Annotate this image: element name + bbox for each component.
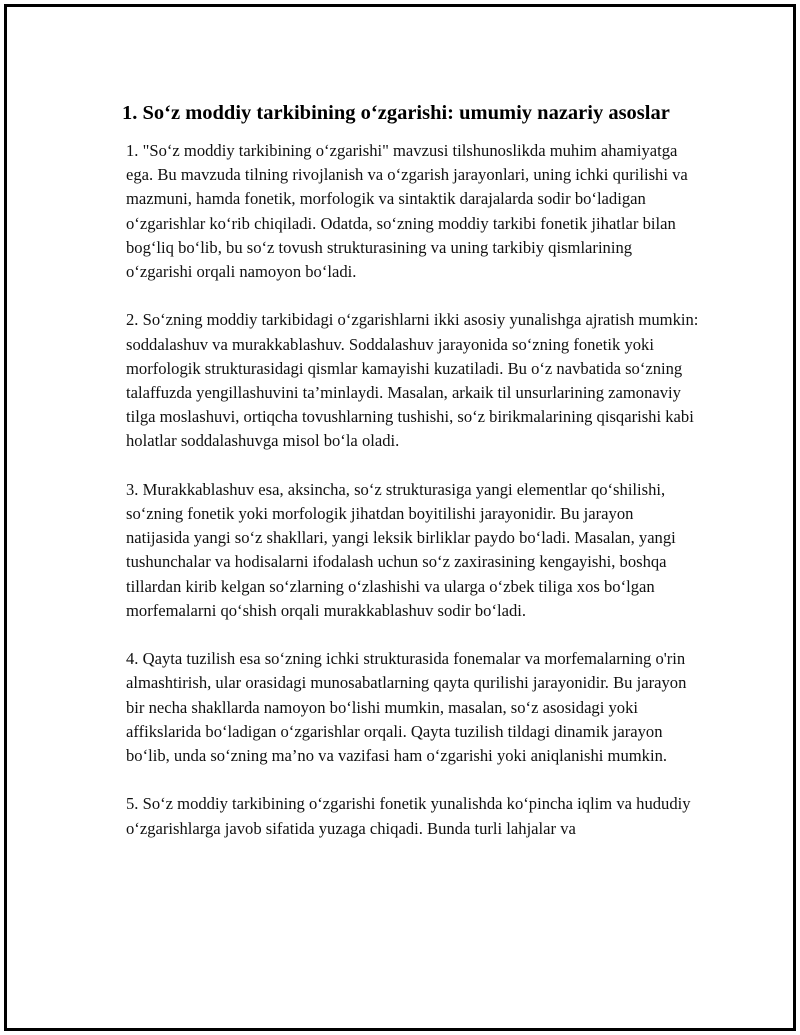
document-body [120, 99, 700, 841]
paragraph-1: 1. "So‘z moddiy tarkibining o‘zgarishi" mavzusi tilshunoslikda muhim ahamiyatga ega. Bu mavzuda tilning rivojlanish va o‘zgarish jarayonlari, uning ichki qurilishi va mazmuni, hamda fonetik, morfologik va sintaktik darajalarda sodir bo‘ladigan o‘zgarishlar ko‘rib chiqiladi. Odatda, so‘zning moddiy tarkibi fonetik jihatlar bilan bog‘liq bo‘lib, bu so‘z tovush strukturasining va uning tarkibiy qismlarining o‘zgarishi orqali namoyon bo‘ladi. [126, 141, 688, 282]
page-frame [4, 4, 796, 1031]
section-heading: 1. So‘z moddiy tarkibining o‘zgarishi: umumiy nazariy asoslar [122, 102, 670, 124]
paragraph-4: 4. Qayta tuzilish esa so‘zning ichki strukturasida fonemalar va morfemalarning o'rin almashtirish, ular orasidagi munosabatlarning qayta qurilishi jarayonidir. Bu jarayon bir necha shakllarda namoyon bo‘lishi mumkin, masalan, so‘z asosidagi yoki affikslarida bo‘ladigan o‘zgarishlar orqali. Qayta tuzilish tildagi dinamik jarayon bo‘lib, unda so‘zning ma’no va vazifasi ham o‘zgarishi yoki aniqlanishi mumkin. [126, 649, 687, 766]
paragraph-2: 2. So‘zning moddiy tarkibidagi o‘zgarishlarni ikki asosiy yunalishga ajratish mumkin: soddalashuv va murakkablashuv. Soddalashuv jarayonida so‘zning fonetik yoki morfologik strukturasidagi qismlar kamayishi kuzatiladi. Bu o‘z navbatida so‘zning talaffuzda yengillashuvini ta’minlaydi. Masalan, arkaik til unsurlarining zamonaviy tilga moslashuvi, ortiqcha tovushlarning tushishi, so‘z birikmalarining qisqarishi kabi holatlar soddalashuvga misol bo‘la oladi. [126, 310, 699, 451]
paragraph-5: 5. So‘z moddiy tarkibining o‘zgarishi fonetik yunalishda ko‘pincha iqlim va hududiy o‘zgarishlarga javob sifatida yuzaga chiqadi. Bunda turli lahjalar va [126, 794, 691, 838]
paragraph-3: 3. Murakkablashuv esa, aksincha, so‘z strukturasiga yangi elementlar qo‘shilishi, so‘zning fonetik yoki morfologik jihatdan boyitilishi jarayonidir. Bu jarayon natijasida yangi so‘z shakllari, yangi leksik birliklar paydo bo‘ladi. Masalan, yangi tushunchalar va hodisalarni ifodalash uchun so‘z zaxirasining kengayishi, boshqa tillardan kirib kelgan so‘zlarning o‘zlashishi va ularga o‘zbek tiliga xos bo‘lgan morfemalarni qo‘shish orqali murakkablashuv sodir bo‘ladi. [126, 479, 676, 620]
